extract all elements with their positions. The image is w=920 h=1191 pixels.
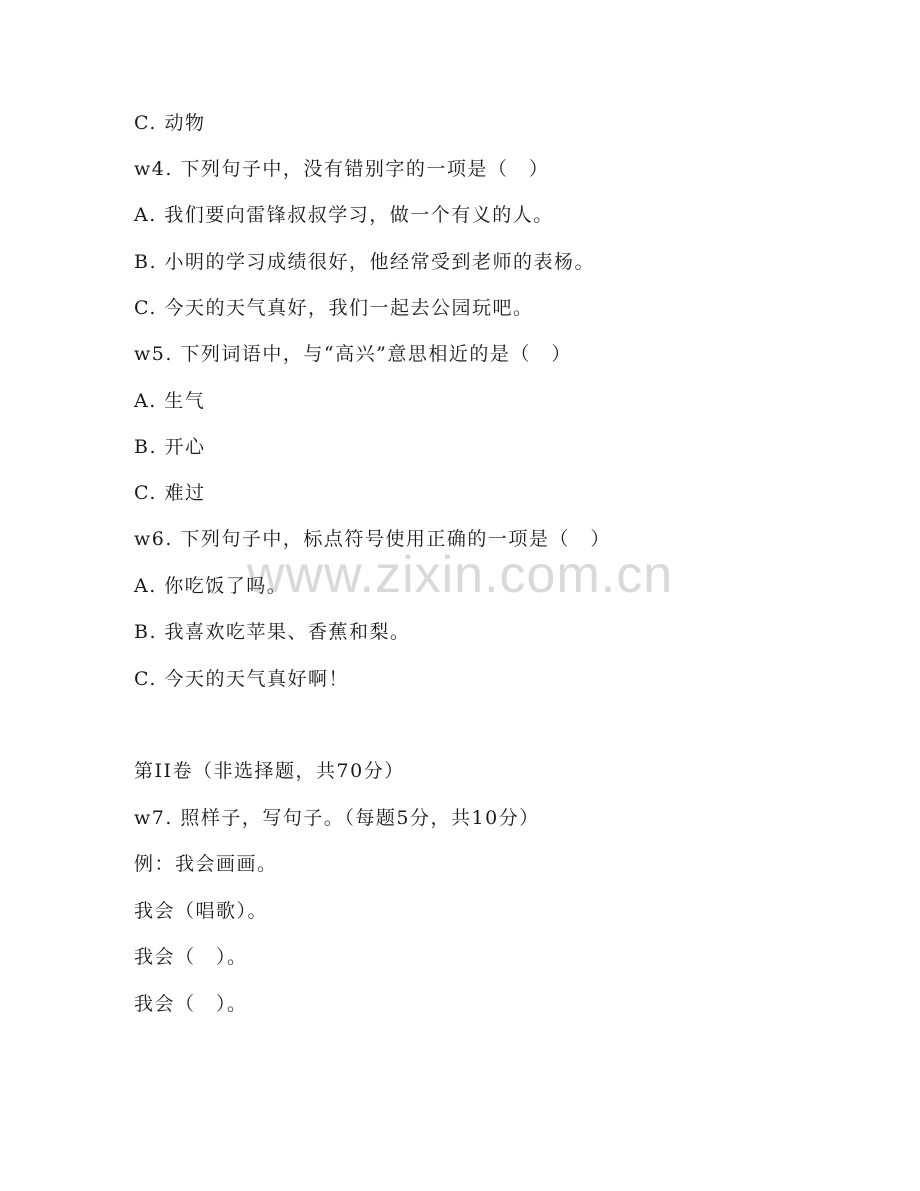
option-c-w6: C. 今天的天气真好啊！ [134,668,349,690]
answer-line-1: 我会（唱歌）。 [134,900,269,922]
option-a-w4: A. 我们要向雷锋叔叔学习，做一个有义的人。 [134,204,554,226]
option-b-w6: B. 我喜欢吃苹果、香蕉和梨。 [134,621,411,643]
question-w7: w7. 照样子，写句子。（每题5分，共10分） [134,807,540,829]
answer-line-3: 我会（ ）。 [134,993,248,1015]
option-b-w4: B. 小明的学习成绩很好，他经常受到老师的表杨。 [134,251,596,273]
option-c-w4: C. 今天的天气真好，我们一起去公园玩吧。 [134,297,534,319]
option-c-w5: C. 难过 [134,482,206,504]
answer-line-2: 我会（ ）。 [134,946,248,968]
section-heading: 第II卷（非选择题，共70分） [134,760,405,782]
question-w6: w6. 下列句子中，标点符号使用正确的一项是（ ） [134,528,611,550]
watermark: www.zixin.com.cn [246,546,674,604]
example-line: 例：我会画画。 [134,853,278,875]
question-w4: w4. 下列句子中，没有错别字的一项是（ ） [134,158,550,180]
option-a-w6: A. 你吃饭了吗。 [134,575,288,597]
option-a-w5: A. 生气 [134,390,206,412]
option-b-w5: B. 开心 [134,436,206,458]
option-c-q3: C. 动物 [134,112,206,134]
question-w5: w5. 下列词语中，与“高兴”意思相近的是（ ） [134,343,572,365]
